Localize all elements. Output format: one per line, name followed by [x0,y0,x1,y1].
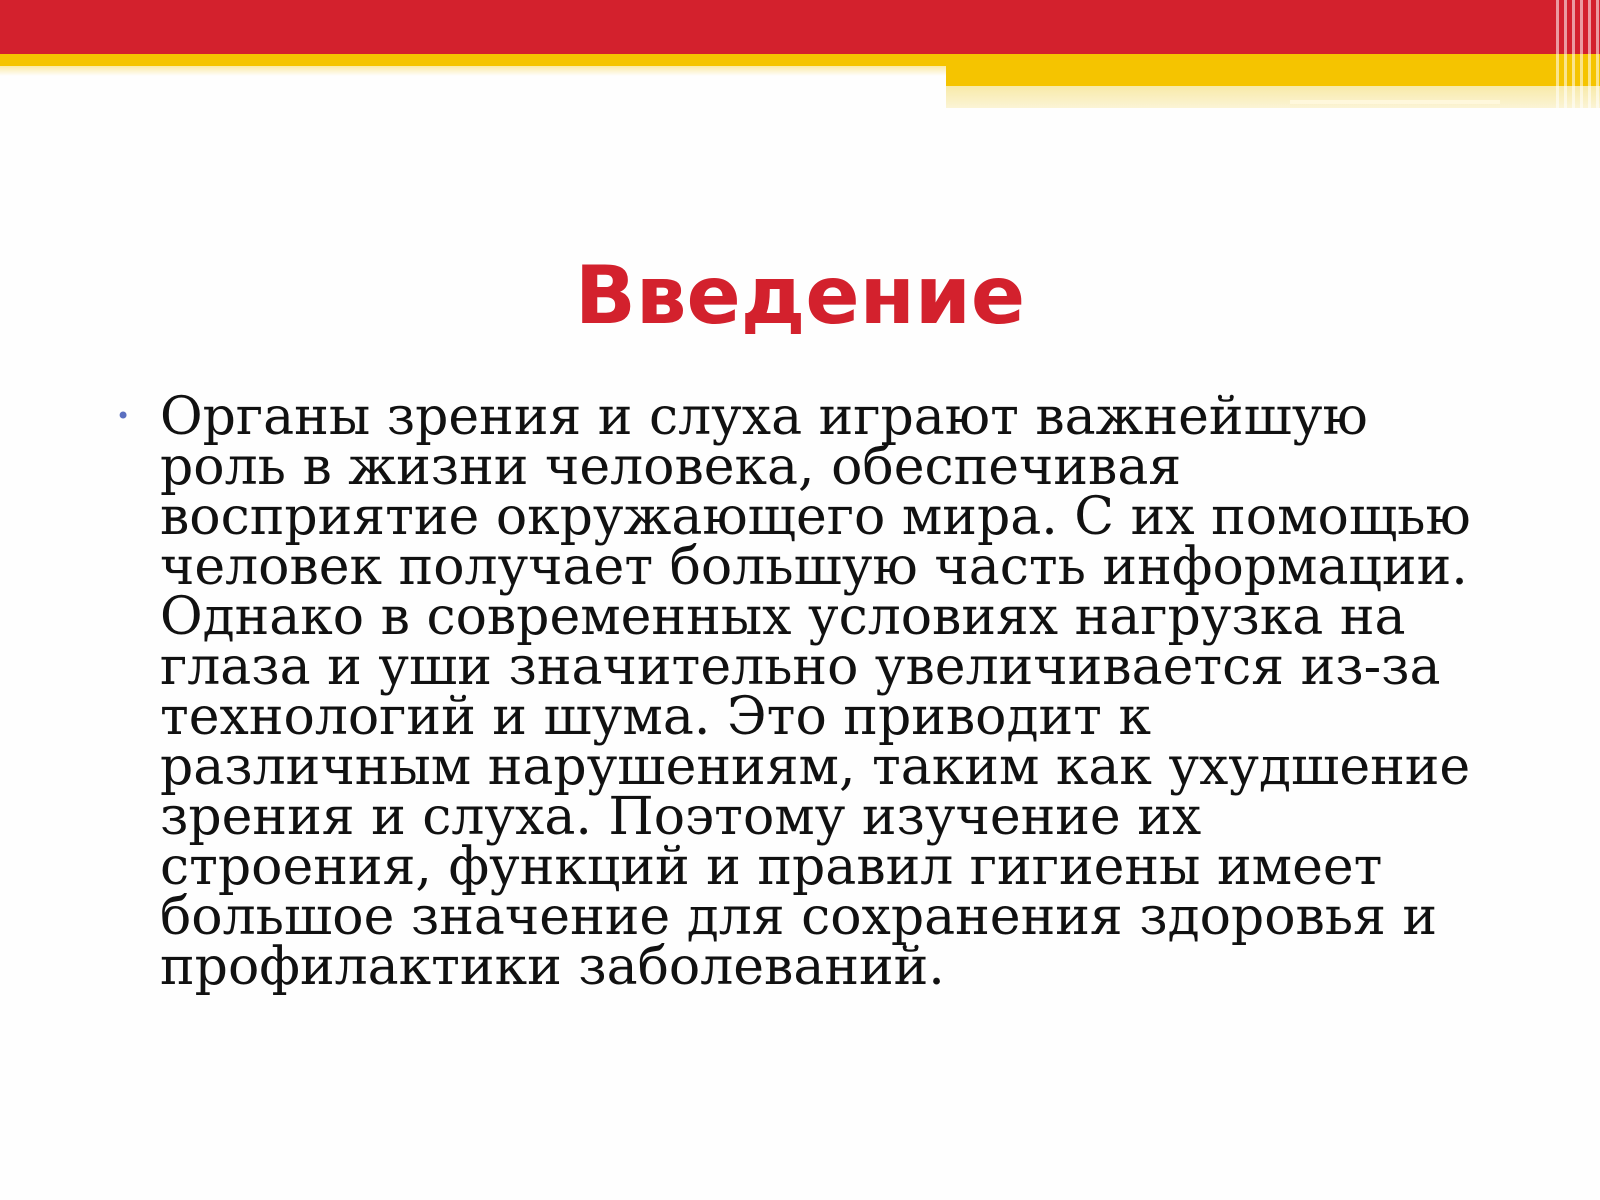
top-red-band [0,0,1600,54]
yellow-band-extension [946,66,1600,86]
list-item [116,387,1476,997]
edge-stripes-decoration [1556,0,1600,110]
bullet-list [116,387,1476,997]
pale-highlight-line [1290,100,1500,104]
yellow-band-shadow [0,66,950,76]
bullet-text: Органы зрения и слуха играют важнейшую роль в жизни человека, обеспечивая восприятие окружающего мира. С их помощью человек получает большую часть информации. Однако в современных условиях нагрузка на глаза и уши значительно увеличивается из-за технологий и шума. Это приводит к различным нарушениям, таким как ухудшение зрения и слуха. Поэтому изучение их строения, функций и правил гигиены имеет большое значение для сохранения здоровья и профилактики заболеваний. [160,387,1471,997]
pale-yellow-band [946,86,1600,108]
slide-title: Введение [574,249,1026,342]
top-yellow-band [0,54,1600,66]
bullet-icon: • [116,402,131,430]
